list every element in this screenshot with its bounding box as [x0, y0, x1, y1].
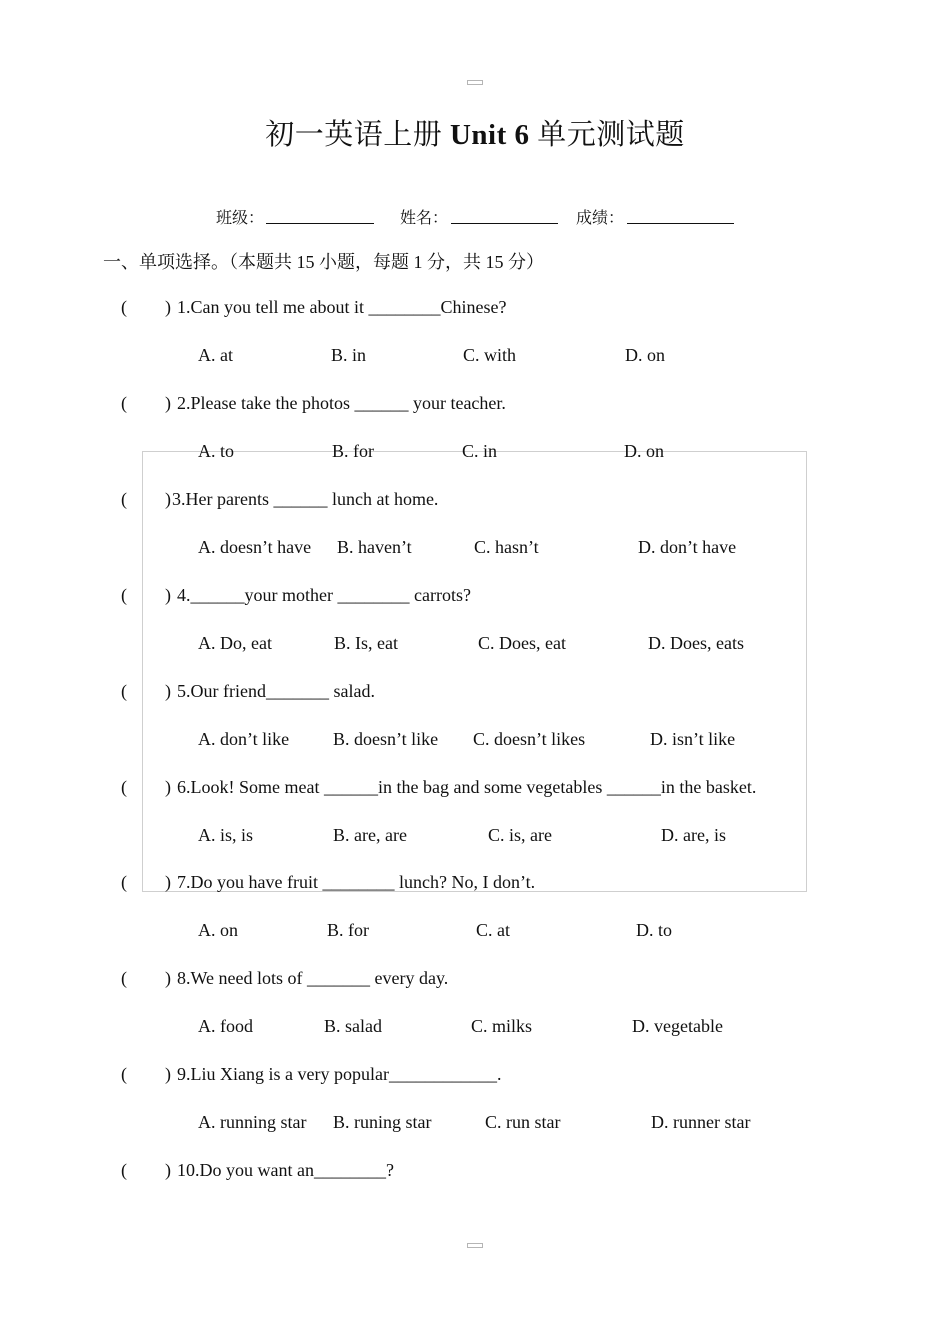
question-text: 9.Liu Xiang is a very popular____________.: [177, 1064, 502, 1084]
answer-paren-right: ): [165, 297, 171, 317]
option-b: B. Is, eat: [334, 633, 398, 653]
answer-paren-right: ): [165, 777, 171, 797]
question-text: 5.Our friend_______ salad.: [177, 681, 375, 701]
option-c: C. doesn’t likes: [473, 729, 586, 749]
answer-paren-right: ): [165, 489, 171, 509]
question-item: [0, 777, 950, 805]
answer-paren-left[interactable]: (: [121, 1064, 127, 1084]
option-a: A. at: [198, 345, 233, 365]
option-b: B. in: [331, 345, 367, 365]
answer-paren-left[interactable]: (: [121, 777, 127, 797]
question-item: [0, 872, 950, 900]
question-item: [0, 968, 950, 996]
option-c: C. hasn’t: [474, 537, 539, 557]
option-b: B. doesn’t like: [333, 729, 439, 749]
option-d: D. don’t have: [638, 537, 737, 557]
option-d: D. isn’t like: [650, 729, 736, 749]
option-a: A. is, is: [198, 825, 254, 845]
question-text: 6.Look! Some meat ______in the bag and some vegetables ______in the basket.: [177, 777, 757, 797]
class-field[interactable]: [266, 223, 374, 224]
question-item: [0, 1064, 950, 1092]
class-label: 班级：: [216, 210, 265, 227]
option-c: C. at: [476, 920, 510, 940]
page-footer-mark: [467, 1243, 483, 1248]
question-item: [0, 585, 950, 613]
option-a: A. on: [198, 920, 238, 940]
question-text: 10.Do you want an________?: [177, 1160, 394, 1180]
option-a: A. don’t like: [198, 729, 290, 749]
answer-paren-left[interactable]: (: [121, 489, 127, 509]
score-label: 成绩：: [576, 210, 625, 227]
option-c: C. with: [463, 345, 517, 365]
question-text: 4.______your mother ________ carrots?: [177, 585, 471, 605]
answer-paren-left[interactable]: (: [121, 968, 127, 988]
answer-paren-right: ): [165, 393, 171, 413]
option-d: D. on: [624, 441, 664, 461]
title-cn-prefix: 初一英语上册: [265, 119, 443, 151]
answer-paren-left[interactable]: (: [121, 1160, 127, 1180]
option-a: A. to: [198, 441, 234, 461]
answer-paren-left[interactable]: (: [121, 393, 127, 413]
option-b: B. haven’t: [337, 537, 412, 557]
section-heading: 一、单项选择。（本题共 15 小题，每题 1 分，共 15 分）: [103, 252, 544, 272]
option-a: A. Do, eat: [198, 633, 272, 653]
answer-paren-right: ): [165, 968, 171, 988]
answer-paren-right: ): [165, 1160, 171, 1180]
answer-paren-left[interactable]: (: [121, 681, 127, 701]
question-text: 8.We need lots of _______ every day.: [177, 968, 449, 988]
question-item: [0, 1160, 950, 1188]
option-a: A. food: [198, 1016, 253, 1036]
question-text: 1.Can you tell me about it ________Chinese?: [177, 297, 507, 317]
title-cn-suffix: 单元测试题: [537, 119, 685, 151]
option-c: C. is, are: [488, 825, 552, 845]
option-d: D. Does, eats: [648, 633, 744, 653]
answer-paren-left[interactable]: (: [121, 585, 127, 605]
option-d: D. vegetable: [632, 1016, 723, 1036]
option-a: A. running star: [198, 1112, 307, 1132]
question-text: 3.Her parents ______ lunch at home.: [172, 489, 439, 509]
option-b: B. salad: [324, 1016, 382, 1036]
page-header-mark: [467, 80, 483, 85]
answer-paren-right: ): [165, 1064, 171, 1084]
question-item: [0, 681, 950, 709]
answer-paren-right: ): [165, 872, 171, 892]
answer-paren-left[interactable]: (: [121, 872, 127, 892]
question-item: [0, 489, 950, 517]
page-title: [0, 112, 950, 153]
name-field[interactable]: [451, 223, 558, 224]
option-d: D. are, is: [661, 825, 726, 845]
question-text: 7.Do you have fruit ________ lunch? No, I don’t.: [177, 872, 536, 892]
score-field[interactable]: [627, 223, 734, 224]
option-d: D. on: [625, 345, 665, 365]
question-text: 2.Please take the photos ______ your teacher.: [177, 393, 506, 413]
answer-paren-right: ): [165, 681, 171, 701]
option-c: C. run star: [485, 1112, 561, 1132]
question-item: [0, 297, 950, 325]
option-d: D. runner star: [651, 1112, 751, 1132]
answer-paren-left[interactable]: (: [121, 297, 127, 317]
option-a: A. doesn’t have: [198, 537, 312, 557]
option-d: D. to: [636, 920, 672, 940]
option-c: C. milks: [471, 1016, 533, 1036]
option-c: C. Does, eat: [478, 633, 566, 653]
title-unit: Unit 6: [449, 119, 530, 151]
option-b: B. are, are: [333, 825, 407, 845]
answer-paren-right: ): [165, 585, 171, 605]
name-label: 姓名：: [400, 210, 449, 227]
option-c: C. in: [462, 441, 498, 461]
option-b: B. runing star: [333, 1112, 432, 1132]
option-b: B. for: [327, 920, 369, 940]
question-item: [0, 393, 950, 421]
option-b: B. for: [332, 441, 374, 461]
